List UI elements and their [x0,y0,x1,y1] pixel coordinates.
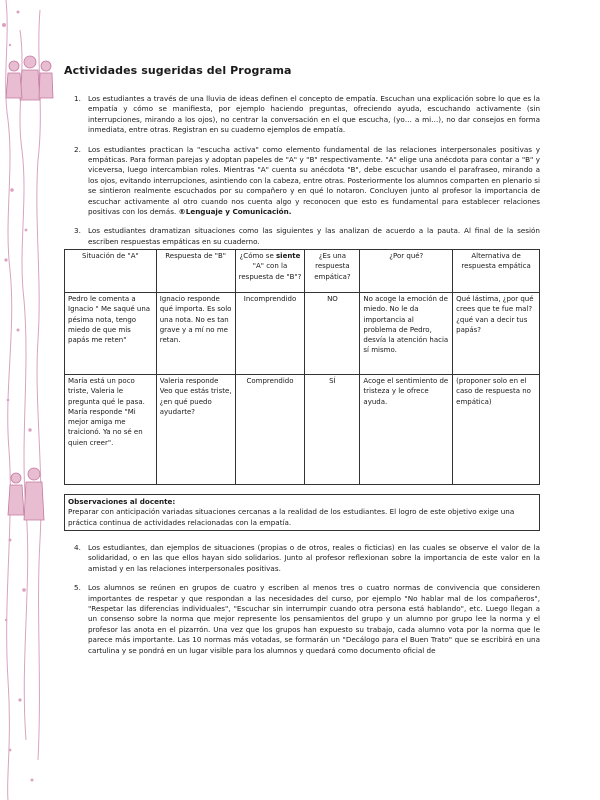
header-cell: Situación de "A" [65,250,157,293]
item-text: Los estudiantes practican la "escucha activa" como elemento fundamental de las relaciones interpersonales positivas y empáticas. Para forman parejas y adoptan papeles de "A" y "B" respectivamente. "A" elige una anécdota para contar a "B" y viceversa, luego intercambian roles. Mientras "A" cuenta su anécdota "B", debe escuchar usando el parafraseo, mirando a los ojos, evitando interrupciones, asintiendo con la cabeza, entre otras. Posteriormente los alumnos comparten en plenario si se sintieron realmente escuchados por su compañero y en qué lo notaron. Concluyen junto al profesor la importancia de escuchar activamente al otro cuando nos cuenta algo y reconocen que esto es fundamental para establecer relaciones positivas con los demás. [88,144,540,217]
table-cell: Ignacio responde qué importa. Es solo una nota. No es tan grave y a mí no me retan. [156,293,235,375]
activity-item-2 [64,145,540,218]
table-cell: Pedro le comenta a Ignacio " Me saqué una pésima nota, tengo miedo de que mis papás me reten" [65,293,157,375]
table-cell: Qué lástima, ¿por qué crees que te fue mal? ¿qué van a decir tus papás? [453,293,540,375]
table-cell: María está un poco triste, Valeria le pregunta qué le pasa. María responde "Mi mejor amiga me traicionó. Ya no sé en quien creer". [65,375,157,485]
activity-item-3 [64,226,540,247]
teacher-observations [64,494,540,531]
item-number: 5. [74,583,81,593]
empathy-table [64,249,540,485]
item-text: Los estudiantes, dan ejemplos de situaciones (propias o de otros, reales o ficticias) en las cuales se observe el valor de la solidaridad, o en las que ellos hayan sido solidarios. Junto al profesor reflexionan sobre la importancia de este valor en la amistad y en las relaciones interpersonales positivas. [88,542,540,573]
table-cell: Comprendido [235,375,305,485]
table-cell: Acoge el sentimiento de tristeza y le ofrece ayuda. [360,375,453,485]
page-title: Actividades sugeridas del Programa [64,64,292,77]
item-text-wrap [88,145,540,218]
activity-item-4 [64,543,540,574]
item-text: Los estudiantes a través de una lluvia de ideas definen el concepto de empatía. Escuchan una explicación sobre lo que es la empatía y cómo se manifiesta, por ejemplo haciendo preguntas, ofreciendo ayuda, escuchando activamente (sin interrupciones, mirando a los ojos), no centrar la conversación en el que escucha, (yo… a mi…), no dar consejos en forma inmediata, entre otras. Registran en su cuaderno ejemplos de empatía. [88,94,540,135]
activity-item-1 [64,94,540,136]
table-cell: (proponer solo en el caso de respuesta no empática) [453,375,540,485]
header-cell: Respuesta de "B" [156,250,235,293]
item-text: Los estudiantes dramatizan situaciones como las siguientes y las analizan de acuerdo a la pauta. Al final de la sesión escriben respuestas empáticas en su cuaderno. [88,226,540,246]
observations-heading: Observaciones al docente: [68,497,176,507]
header-cell: Alternativa de respuesta empática [453,250,540,293]
table-row [65,293,540,375]
observations-text: Preparar con anticipación variadas situaciones cercanas a la realidad de los estudiantes. El logro de este objetivo exige una práctica continua de actividades relacionadas con la empatía. [68,507,515,527]
table-header-row [65,250,540,293]
table-row [65,375,540,485]
subject-tag: ®Lenguaje y Comunicación. [178,207,292,217]
item-number: 4. [74,542,81,552]
table-cell: Valeria responde Veo que estás triste, ¿en qué puedo ayudarte? [156,375,235,485]
table-cell: No acoge la emoción de miedo. No le da importancia al problema de Pedro, desvía la atención hacia sí mismo. [360,293,453,375]
margin-decoration [0,0,58,800]
emphasized-word: siente [276,252,301,261]
header-cell: ¿Por qué? [360,250,453,293]
item-number: 1. [74,94,81,103]
item-number: 2. [74,144,81,154]
document-page [64,64,540,665]
table-cell: NO [305,293,360,375]
header-cell: ¿Cómo se siente "A" con la respuesta de "B"? [235,250,305,293]
table-cell: SÍ [305,375,360,485]
item-number: 3. [74,226,81,236]
activity-item-5 [64,583,540,656]
item-text: Los alumnos se reúnen en grupos de cuatro y escriben al menos tres o cuatro normas de convivencia que consideren importantes de respetar y que respondan a las necesidades del curso, por ejemplo "No hablar mal de los compañeros", "Respetar las diferencias individuales", "Escuchar sin interrumpir cuando otra persona está hablando", etc. Luego llegan a un consenso sobre la norma que mejor represente los pensamientos del grupo y un alumno por grupo lee la norma y el profesor las anota en el pizarrón. Una vez que los grupos han expuesto su trabajo, cada alumno vota por la norma que le parece más importante. Las 10 normas más votadas, se formarán un "Decálogo para el Buen Trato" que se escribirá en una cartulina y se pondrá en un lugar visible para los alumnos y quedará como documento oficial de [88,583,540,655]
table-cell: Incomprendido [235,293,305,375]
header-cell: ¿Es una respuesta empática? [305,250,360,293]
